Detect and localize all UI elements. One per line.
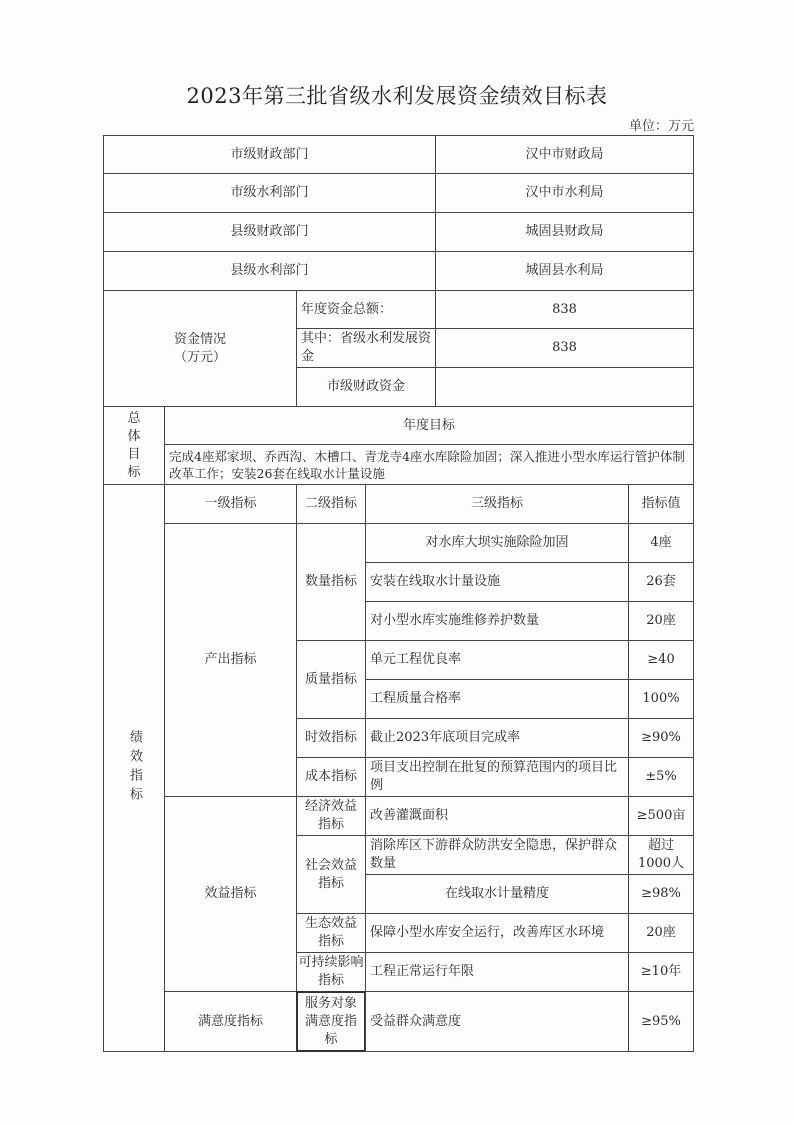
funds-city-value [435,367,694,407]
l3-row: 保障小型水库安全运行，改善库区水环境 [365,913,629,953]
header-level1: 一级指标 [164,484,297,524]
l3-row: 对水库大坝实施除险加固 [365,523,629,563]
unit-label: 单位：万元 [628,119,694,134]
level2-sustainable: 可持续影响指标 [296,952,366,992]
l3-row: 项目支出控制在批复的预算范围内的项目比例 [365,757,629,797]
dept-value-city-finance: 汉中市财政局 [435,135,694,174]
header-level2: 二级指标 [296,484,366,524]
value-row: ≥90% [628,718,694,758]
level2-timeliness: 时效指标 [296,718,366,758]
annual-goal-text: 完成4座郑家坝、乔西沟、木槽口、青龙寺4座水库除险加固；深入推进小型水库运行管护体制改革工作；安装26套在线取水计量设施 [164,444,694,485]
value-row: ≥40 [628,640,694,680]
l3-row: 截止2023年底项目完成率 [365,718,629,758]
level2-quality: 质量指标 [296,640,366,719]
l3-row: 工程正常运行年限 [365,952,629,992]
l3-row: 安装在线取水计量设施 [365,562,629,602]
level1-benefit: 效益指标 [164,796,297,992]
l3-row: 消除库区下游群众防洪安全隐患，保护群众数量 [365,835,629,875]
dept-label-city-water: 市级水利部门 [103,173,436,213]
value-row: 4座 [628,523,694,563]
dept-label-county-water: 县级水利部门 [103,251,436,291]
dept-value-county-water: 城固县水利局 [435,251,694,291]
l3-row: 单元工程优良率 [365,640,629,680]
dept-value-county-finance: 城固县财政局 [435,212,694,252]
level2-cost: 成本指标 [296,757,366,797]
l3-row: 改善灌溉面积 [365,796,629,836]
performance-label: 绩效指标 [103,484,165,1052]
l3-row: 受益群众满意度 [365,991,629,1052]
value-row: ≥500亩 [628,796,694,836]
header-level3: 三级指标 [365,484,629,524]
value-row: 超过1000人 [628,835,694,875]
value-row: ±5% [628,757,694,797]
dept-value-city-water: 汉中市水利局 [435,173,694,213]
funds-label: 资金情况 （万元） [103,290,297,407]
l3-row: 在线取水计量精度 [365,874,629,914]
value-row: ≥10年 [628,952,694,992]
funds-total-value: 838 [435,290,694,329]
dept-label-county-finance: 县级财政部门 [103,212,436,252]
value-row: 20座 [628,913,694,953]
level2-quantity: 数量指标 [296,523,366,641]
value-row: 20座 [628,601,694,641]
level1-output: 产出指标 [164,523,297,797]
value-row: 26套 [628,562,694,602]
level2-economic: 经济效益指标 [296,796,366,836]
l3-row: 工程质量合格率 [365,679,629,719]
level2-social: 社会效益指标 [296,835,366,914]
funds-city-label: 市级财政资金 [296,367,436,407]
annual-goal-header: 年度目标 [164,406,694,445]
funds-total-label: 年度资金总额： [296,290,436,329]
level1-satisfaction: 满意度指标 [164,991,297,1052]
l3-row: 对小型水库实施维修养护数量 [365,601,629,641]
value-row: 100% [628,679,694,719]
overall-goal-label: 总体目标 [103,406,165,485]
level2-service: 服务对象满意度指标 [296,991,366,1052]
funds-provincial-label: 其中：省级水利发展资金 [296,328,436,368]
level2-ecological: 生态效益指标 [296,913,366,953]
page-title: 2023年第三批省级水利发展资金绩效目标表 [186,84,608,108]
funds-provincial-value: 838 [435,328,694,368]
value-row: ≥98% [628,874,694,914]
dept-label-city-finance: 市级财政部门 [103,135,436,174]
header-value: 指标值 [628,484,694,524]
value-row: ≥95% [628,991,694,1052]
